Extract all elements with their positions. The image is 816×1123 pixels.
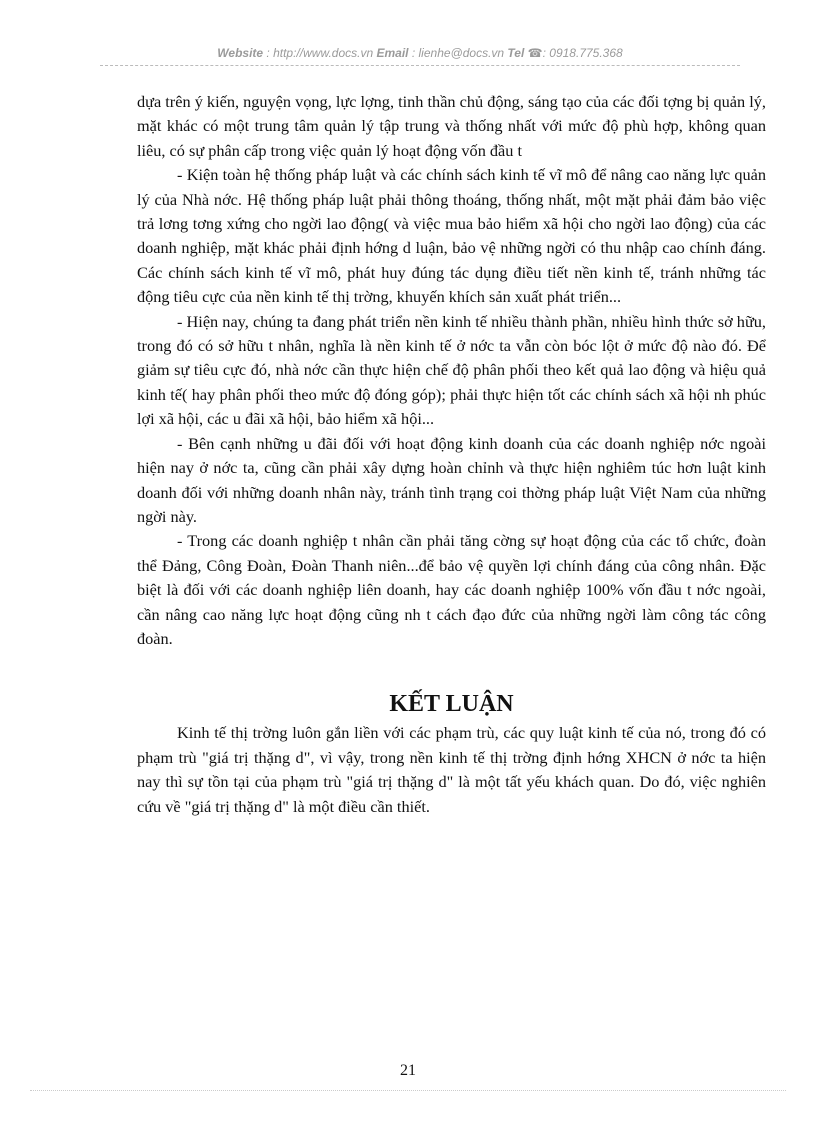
body-paragraph: - Kiện toàn hệ thống pháp luật và các chính sách kinh tế vĩ mô để nâng cao năng lực quản lý của Nhà nớc. Hệ thống pháp luật phải thông thoáng, thống nhất, một mặt phải đảm bảo việc trả lơng tơng xứng cho ngời lao động( và việc mua bảo hiểm xã hội cho ngời lao động) của các doanh nghiệp, mặt khác phải định hớng d luận, bảo vệ những ngời có thu nhập cao chính đáng. Các chính sách kinh tế vĩ mô, phát huy đúng tác dụng điều tiết nền kinh tế, tránh những tác động tiêu cực của nền kinh tế thị trờng, khuyến khích sản xuất phát triển... <box>137 165 766 307</box>
tel-label: Tel <box>507 46 525 60</box>
email-label: Email <box>376 46 409 60</box>
body-paragraph: - Bên cạnh những u đãi đối với hoạt động kinh doanh của các doanh nghiệp nớc ngoài hiện nay ở nớc ta, cũng cần phải xây dựng hoàn chỉnh và thực hiện nghiêm túc hơn luật kinh doanh đối với những doanh nhân này, tránh tình trạng coi thờng pháp luật Việt Nam của những ngời này. <box>137 433 766 526</box>
conclusion-paragraph: Kinh tế thị trờng luôn gắn liền với các phạm trù, các quy luật kinh tế của nó, trong đó có phạm trù "giá trị thặng d", vì vậy, trong nền kinh tế thị trờng định hớng XHCN ở nớc ta hiện nay thì sự tồn tại của phạm trù "giá trị thặng d" là một tất yếu khách quan. Do đó, việc nghiên cứu về "giá trị thặng d" là một điều cần thiết. <box>137 723 766 816</box>
page-number: 21 <box>400 1062 416 1079</box>
header-divider <box>100 65 740 66</box>
document-body <box>137 90 766 819</box>
phone-number: ☎: 0918.775.368 <box>527 46 623 60</box>
body-paragraph: - Trong các doanh nghiệp t nhân cần phải tăng cờng sự hoạt động của các tổ chức, đoàn thể Đảng, Công Đoàn, Đoàn Thanh niên...để bảo vệ quyền lợi chính đáng của công nhân. Đặc biệt là đối với các doanh nghiệp liên doanh, hay các doanh nghiệp 100% vốn đầu t nớc ngoài, cần nâng cao năng lực hoạt động cũng nh t cách đạo đức của những ngời làm công tác công đoàn. <box>137 531 766 648</box>
website-label: Website <box>217 46 264 60</box>
body-paragraph: dựa trên ý kiến, nguyện vọng, lực lợng, tinh thần chủ động, sáng tạo của các đối tợng bị quản lý, mặt khác có một trung tâm quản lý tập trung và thống nhất với mức độ phù hợp, không quan liêu, có sự phân cấp trong việc quản lý hoạt động vốn đầu t <box>137 92 766 160</box>
body-paragraph: - Hiện nay, chúng ta đang phát triển nền kinh tế nhiều thành phần, nhiều hình thức sở hữu, trong đó có sở hữu t nhân, nghĩa là nền kinh tế ở nớc ta vẫn còn bóc lột ở mức độ nào đó. Để giảm sự tiêu cực đó, nhà nớc cần thực hiện chế độ phân phối theo kết quả lao động và hiệu quả kinh tế( hay phân phối theo mức độ đóng góp); phải thực hiện tốt các chính sách xã hội nh phúc lợi xã hội, các u đãi xã hội, bảo hiểm xã hội... <box>137 311 766 429</box>
page-header <box>100 46 740 60</box>
website-url[interactable]: : http://www.docs.vn <box>266 46 374 60</box>
footer-divider <box>30 1090 786 1091</box>
email-address[interactable]: : lienhe@docs.vn <box>411 46 505 60</box>
section-title: KẾT LUẬN <box>389 691 514 718</box>
